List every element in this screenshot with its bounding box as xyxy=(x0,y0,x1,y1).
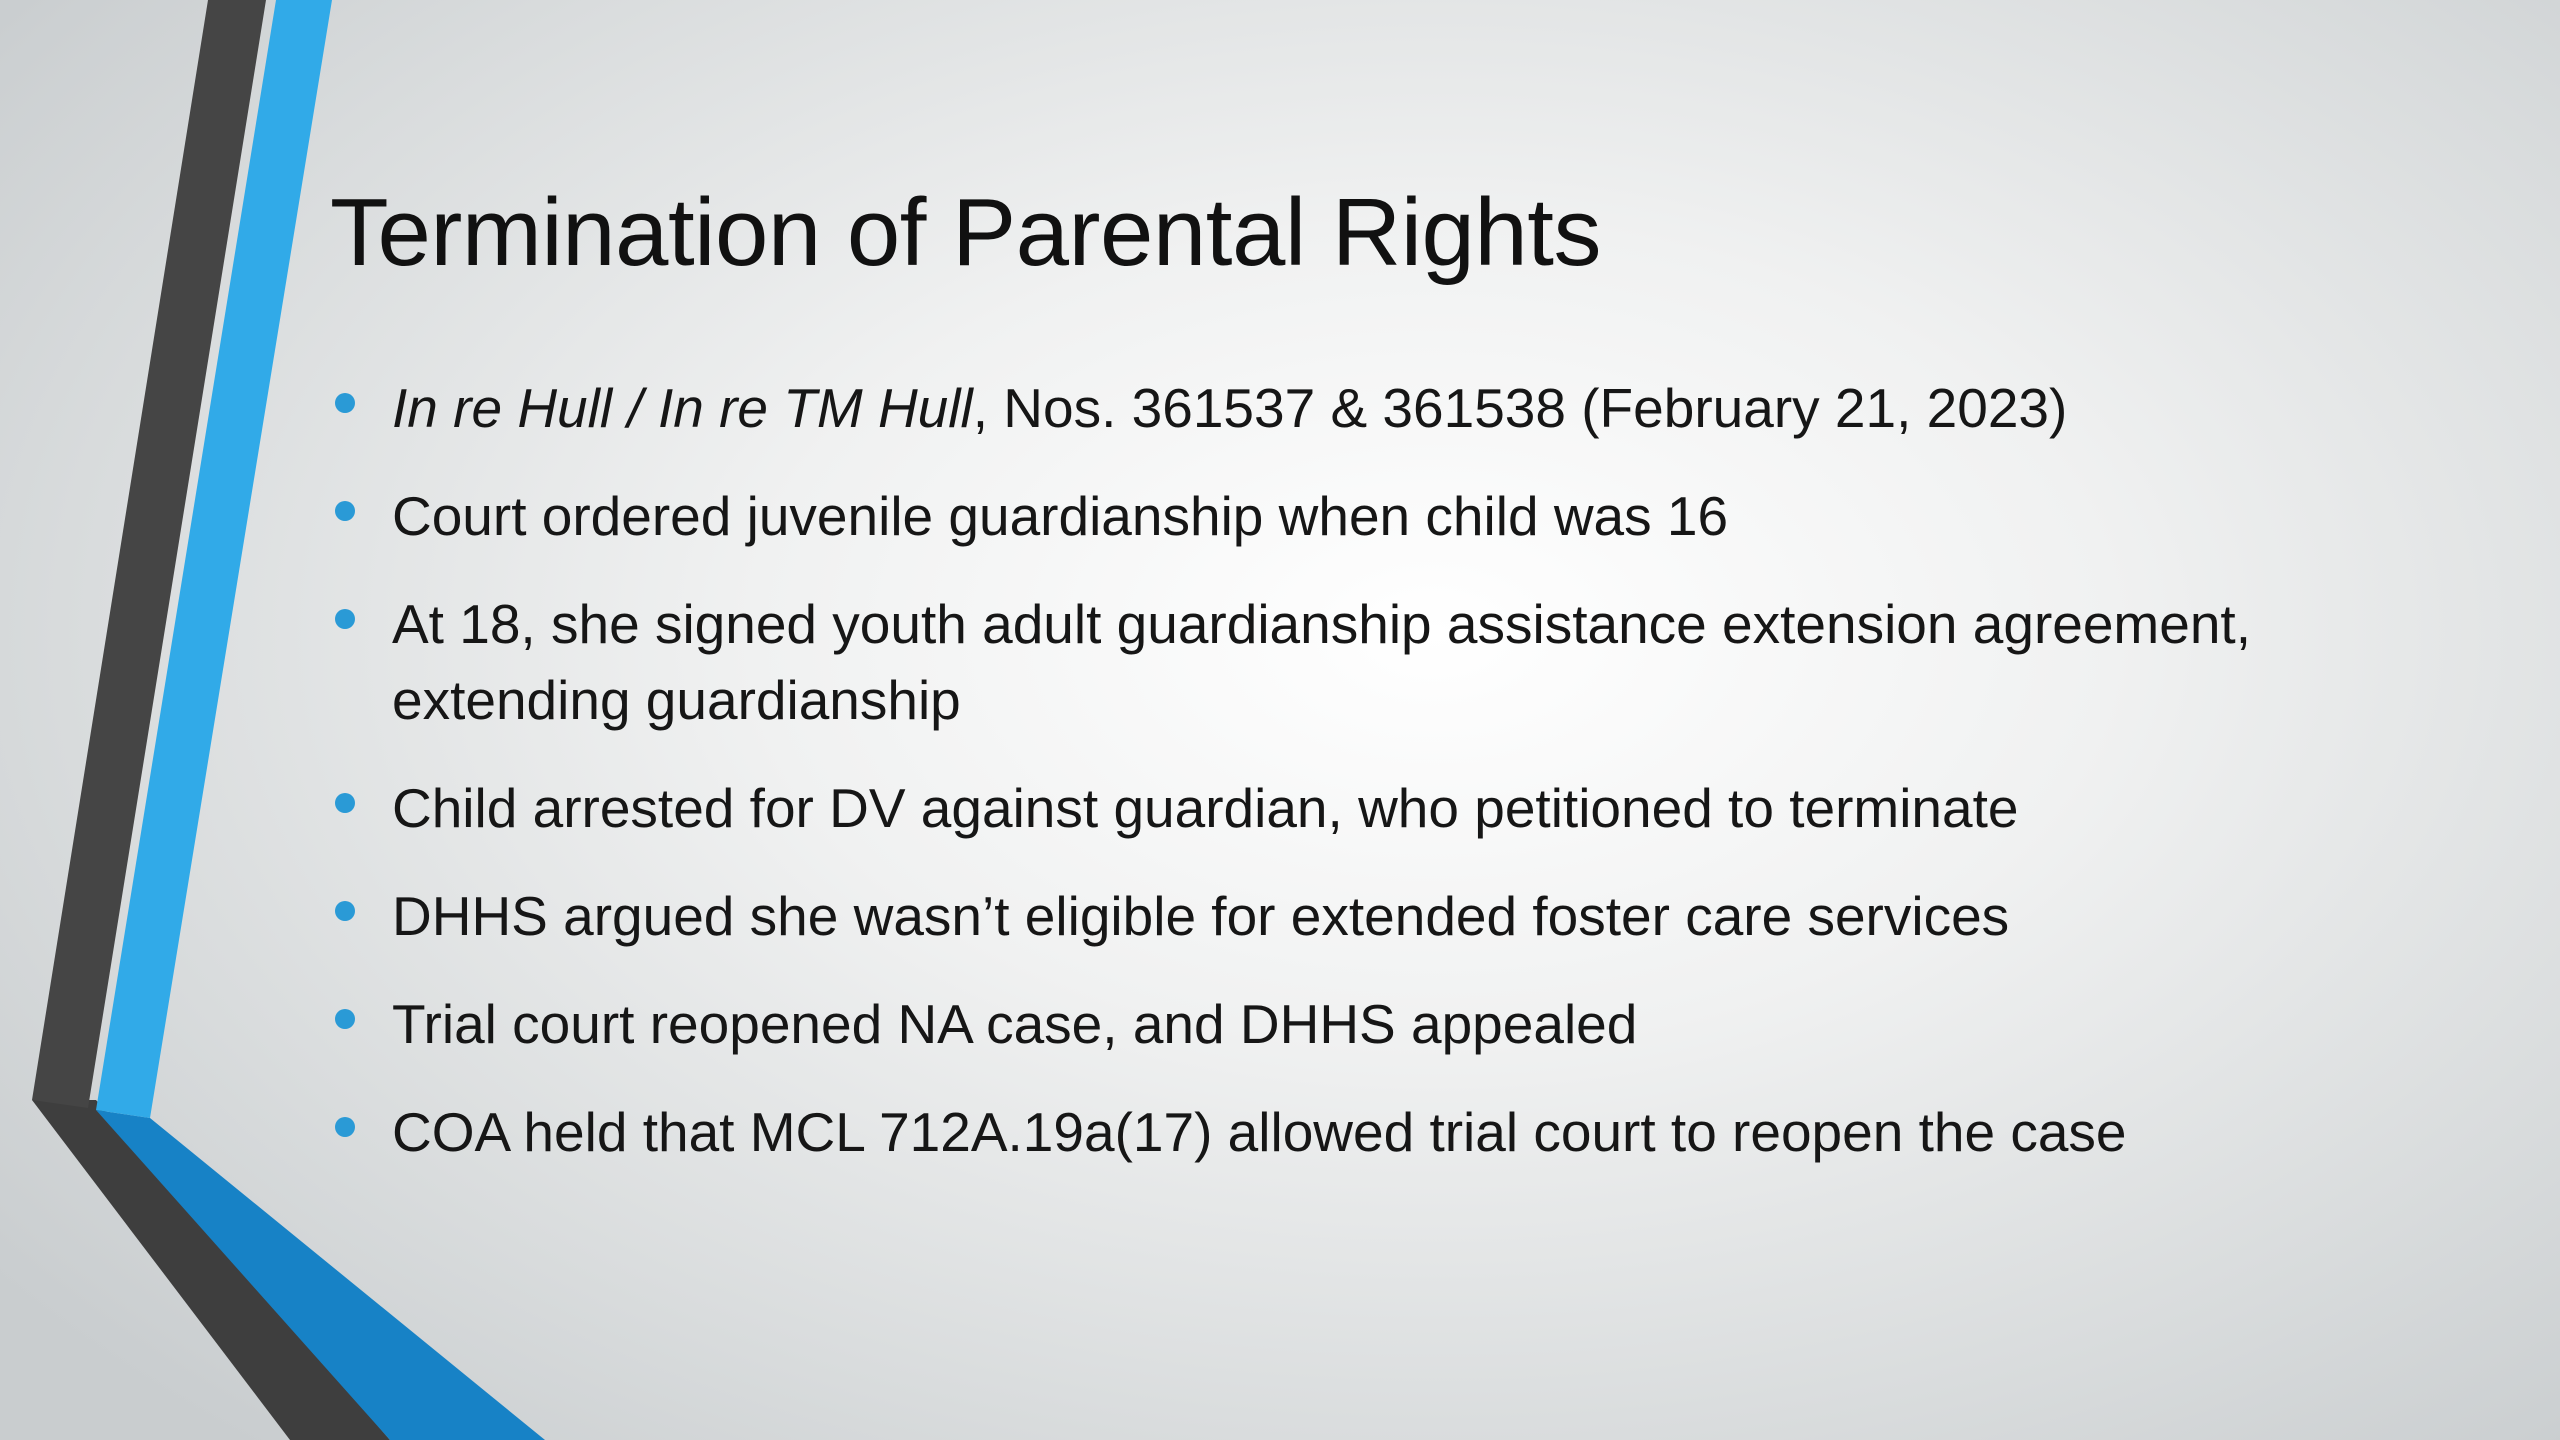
bullet-text: Court ordered juvenile guardianship when child was 16 xyxy=(392,485,1729,547)
bullet-icon xyxy=(335,793,355,813)
bullet-item-extension-agreement xyxy=(330,586,2440,738)
case-name-2: In re TM Hull xyxy=(657,377,973,439)
bullet-item-coa-held xyxy=(330,1094,2440,1170)
bullet-icon xyxy=(335,609,355,629)
bullet-icon xyxy=(335,901,355,921)
bullet-icon xyxy=(335,1117,355,1137)
case-separator: / xyxy=(612,377,658,439)
slide-title: Termination of Parental Rights xyxy=(330,179,1601,286)
bullet-text: COA held that MCL 712A.19a(17) allowed trial court to reopen the case xyxy=(392,1101,2127,1163)
bullet-text: DHHS argued she wasn’t eligible for extended foster care services xyxy=(392,885,2010,947)
case-citation-rest: , Nos. 361537 & 361538 (February 21, 2023) xyxy=(972,377,2068,439)
bullet-text: Trial court reopened NA case, and DHHS appealed xyxy=(392,993,1638,1055)
bullet-item-child-arrested xyxy=(330,770,2440,846)
bullet-item-guardianship-ordered xyxy=(330,478,2440,554)
bullet-text: Child arrested for DV against guardian, who petitioned to terminate xyxy=(392,777,2019,839)
bullet-text: At 18, she signed youth adult guardianship assistance extension agreement, extending guardianship xyxy=(392,593,2251,731)
case-name-1: In re Hull xyxy=(392,377,613,439)
bullet-item-case-reopened xyxy=(330,986,2440,1062)
bullet-icon xyxy=(335,393,355,413)
bullet-icon xyxy=(335,1009,355,1029)
bullet-item-case-citation xyxy=(330,370,2440,446)
bullet-item-dhhs-argued xyxy=(330,878,2440,954)
bullet-list xyxy=(330,370,2440,1202)
bullet-icon xyxy=(335,501,355,521)
